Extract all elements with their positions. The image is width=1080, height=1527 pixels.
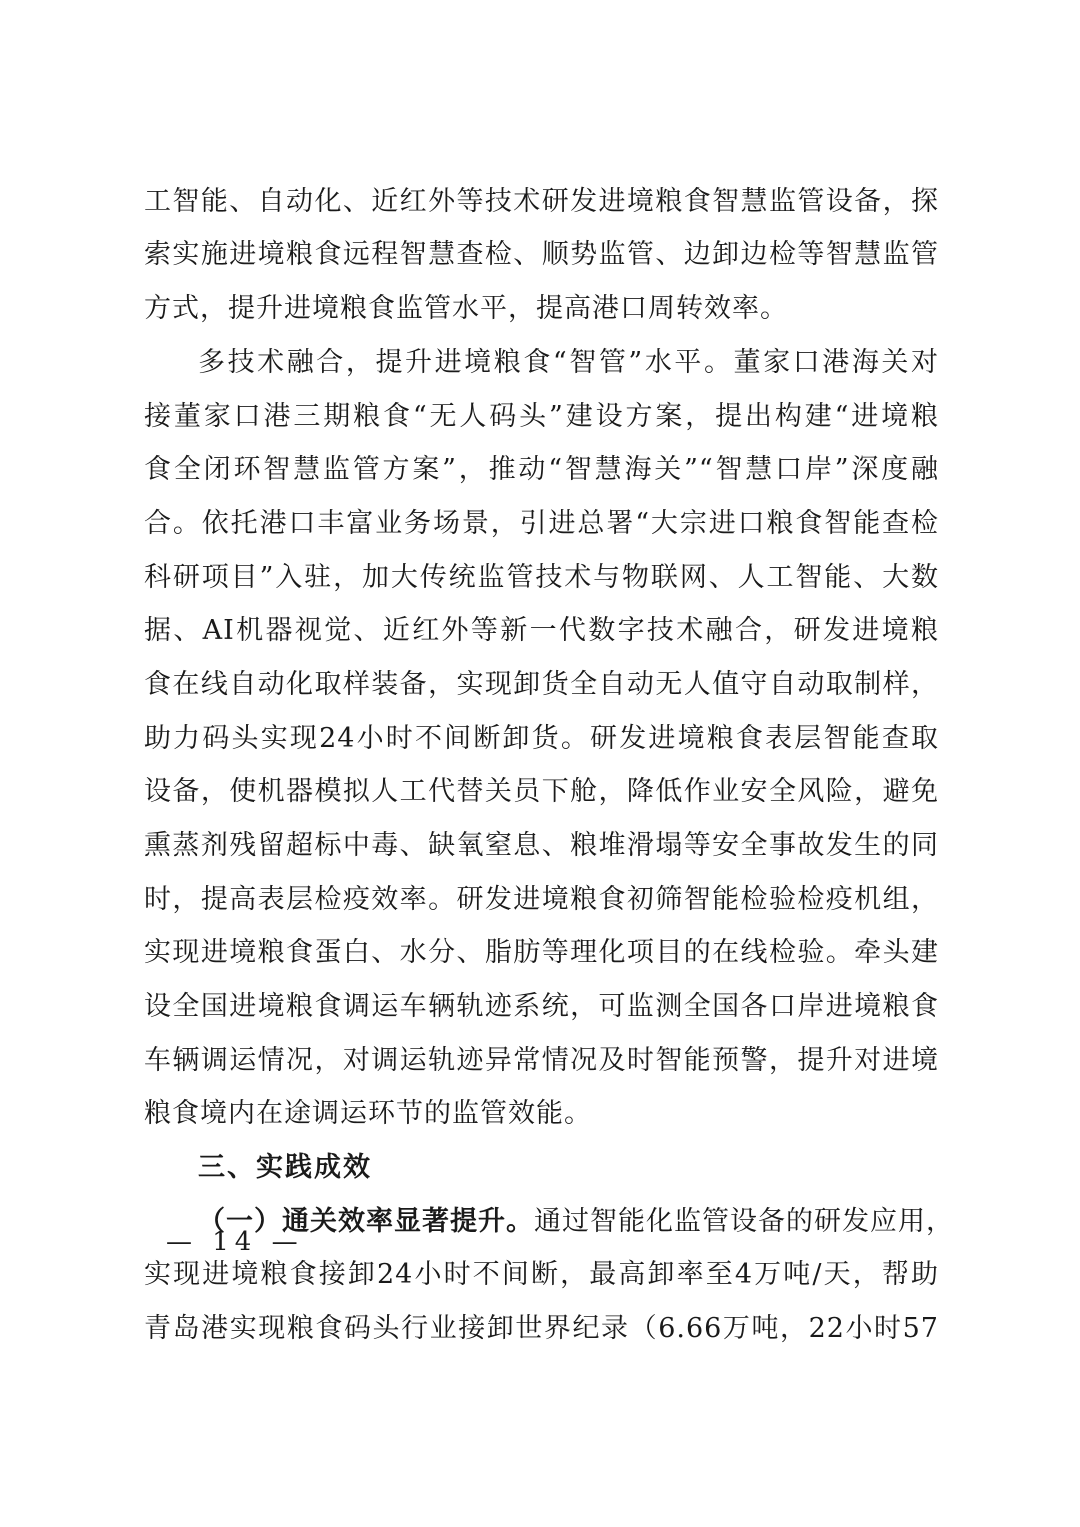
body-line-9: 据、AI机器视觉、近红外等新一代数字技术融合，研发进境粮 — [144, 615, 939, 646]
body-line-22: 青岛港实现粮食码头行业接卸世界纪录（6.66万吨，22小时57 — [144, 1313, 939, 1344]
body-line-5: 接董家口港三期粮食“无人码头”建设方案，提出构建“进境粮 — [144, 401, 939, 432]
body-line-17: 车辆调运情况，对调运轨迹异常情况及时智能预警，提升对进境 — [144, 1045, 939, 1076]
body-line-13: 熏蒸剂残留超标中毒、缺氧窒息、粮堆滑塌等安全事故发生的同 — [144, 830, 939, 861]
paragraph-2-line-1: 多技术融合，提升进境粮食“智管”水平。董家口港海关对 — [198, 347, 939, 378]
subsection-title: （一）通关效率显著提升。 — [198, 1206, 534, 1237]
body-line-18: 粮食境内在途调运环节的监管效能。 — [144, 1098, 592, 1129]
body-line-16: 设全国进境粮食调运车辆轨迹系统，可监测全国各口岸进境粮食 — [144, 991, 939, 1022]
subsection-line-1 — [198, 1196, 954, 1248]
body-line-6: 食全闭环智慧监管方案”，推动“智慧海关”“智慧口岸”深度融 — [144, 454, 939, 485]
body-line-15: 实现进境粮食蛋白、水分、脂肪等理化项目的在线检验。牵头建 — [144, 937, 939, 968]
body-line-7: 合。依托港口丰富业务场景，引进总署“大宗进口粮食智能查检 — [144, 508, 939, 539]
body-line-2: 索实施进境粮食远程智慧查检、顺势监管、边卸边检等智慧监管 — [144, 239, 939, 270]
body-line-21: 实现进境粮食接卸24小时不间断，最高卸率至4万吨/天，帮助 — [144, 1259, 939, 1290]
body-line-12: 设备，使机器模拟人工代替关员下舱，降低作业安全风险，避免 — [144, 776, 939, 807]
page-number: — 14 — — [166, 1227, 304, 1257]
body-line-1: 工智能、自动化、近红外等技术研发进境粮食智慧监管设备，探 — [144, 186, 939, 217]
section-heading: 三、实践成效 — [198, 1152, 372, 1183]
subsection-text: 通过智能化监管设备的研发应用， — [534, 1206, 954, 1237]
body-line-10: 食在线自动化取样装备，实现卸货全自动无人值守自动取制样， — [144, 669, 939, 700]
body-line-14: 时，提高表层检疫效率。研发进境粮食初筛智能检验检疫机组， — [144, 884, 939, 915]
body-line-11: 助力码头实现24小时不间断卸货。研发进境粮食表层智能查取 — [144, 723, 939, 754]
body-line-3: 方式，提升进境粮食监管水平，提高港口周转效率。 — [144, 293, 788, 324]
body-line-8: 科研项目”入驻，加大传统监管技术与物联网、人工智能、大数 — [144, 562, 939, 593]
